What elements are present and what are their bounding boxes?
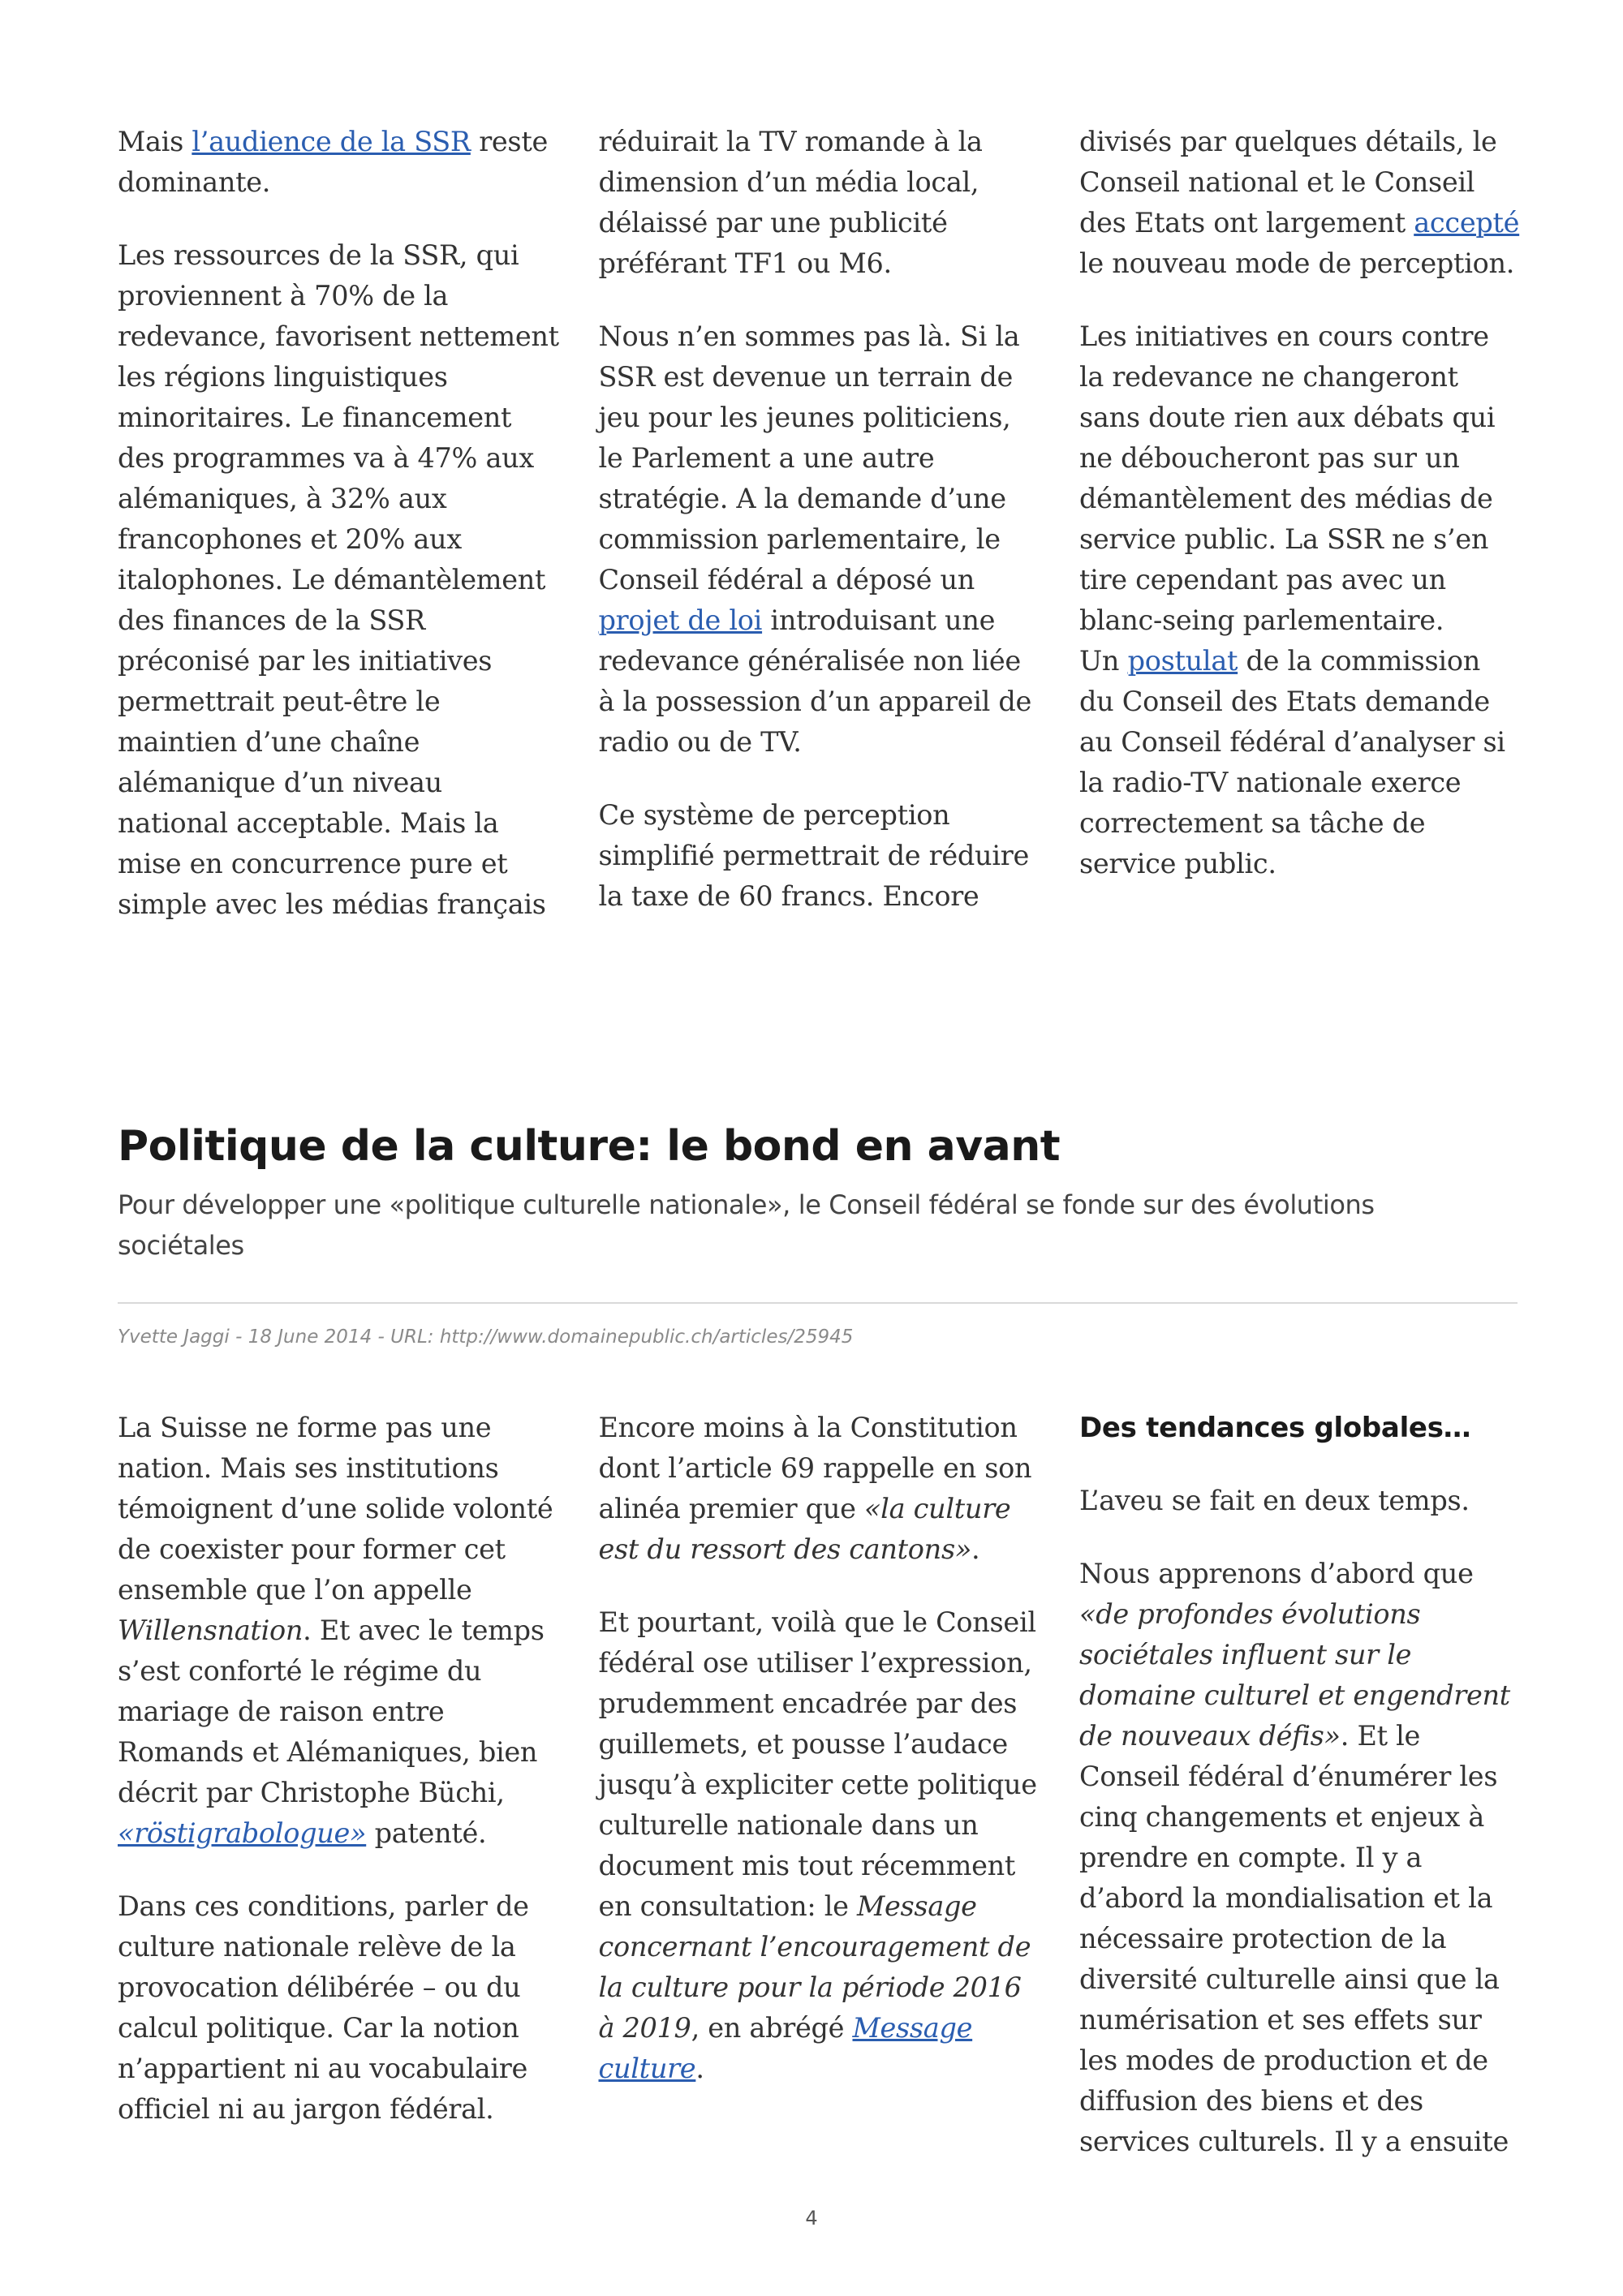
link-audience-ssr[interactable]: l’audience de la SSR: [192, 126, 471, 157]
article-title: Politique de la culture: le bond en avant: [118, 1122, 1061, 1171]
link-rostigrabologue[interactable]: «röstigrabologue»: [118, 1817, 367, 1849]
link-accepte[interactable]: accepté: [1414, 207, 1520, 239]
paragraph: Les ressources de la SSR, qui proviennent à 70% de la redevance, favorisent nettement les régions linguistiques minoritaires. Le financement des programmes va à 47% aux alémaniques, à 32% aux francophones et 20% aux italophones. Le démantèlement des finances de la SSR préconisé par les initiatives permettrait peut-être le maintien d’une chaîne alémanique d’un niveau national acceptable. Mais la mise en concurrence pure et simple avec les médias français: [118, 239, 559, 920]
paragraph: Nous apprenons d’abord que «de profondes évolutions sociétales influent sur le domaine culturel et engendrent de nouveaux défis». Et le Conseil fédéral d’énumérer les cinq changements et enjeux à prendre en compte. Il y a d’abord la mondialisation et la nécessaire protection de la diversité culturelle ainsi que la numérisation et ses effets sur les modes de production et de diffusion des biens et des services culturels. Il y a ensuite: [1079, 1558, 1510, 2157]
paragraph: Ce système de perception simplifié permettrait de réduire la taxe de 60 francs. Encore: [598, 799, 1029, 912]
paragraph: Et pourtant, voilà que le Conseil fédéral ose utiliser l’expression, prudemment encadrée par des guillemets, et pousse l’audace jusqu’à expliciter cette politique culturelle nationale dans un document mis tout récemment en consultation: le Message concernant l’encouragement de la culture pour la période 2016 à 2019, en abrégé Message culture.: [598, 1606, 1037, 2084]
article-subtitle: Pour développer une «politique culturelle nationale», le Conseil fédéral se fonde sur des évolutions sociétales: [118, 1189, 1375, 1261]
link-message-culture[interactable]: Message culture: [598, 2012, 973, 2084]
article2-columns: [118, 1408, 1522, 2195]
paragraph: Dans ces conditions, parler de culture nationale relève de la provocation délibérée – ou du calcul politique. Car la notion n’appartient ni au vocabulaire officiel ni au jargon fédéral.: [118, 1890, 529, 2125]
section-heading: Des tendances globales…: [1079, 1412, 1471, 1444]
divider: [118, 1302, 1518, 1304]
article1-column-1: [118, 122, 560, 957]
paragraph: La Suisse ne forme pas une nation. Mais ses institutions témoignent d’une solide volonté de coexister pour former cet ensemble que l’on appelle Willensnation. Et avec le temps s’est conforté le régime du mariage de raison entre Romands et Alémaniques, bien décrit par Christophe Büchi, «röstigrabologue» patenté.: [118, 1412, 553, 1849]
paragraph: réduirait la TV romande à la dimension d’un média local, délaissé par une publicité préférant TF1 ou M6.: [598, 126, 983, 279]
link-postulat[interactable]: postulat: [1127, 645, 1238, 677]
paragraph: Encore moins à la Constitution dont l’article 69 rappelle en son alinéa premier que «la culture est du ressort des cantons».: [598, 1412, 1032, 1565]
article-byline: Yvette Jaggi - 18 June 2014 - URL: http://www.domainepublic.ch/articles/25945: [118, 1326, 854, 1348]
article2-column-2: [599, 1408, 1041, 2195]
article1-column-3: [1079, 122, 1522, 957]
paragraph: Un postulat de la commission du Conseil des Etats demande au Conseil fédéral d’analyser si la radio-TV nationale exerce correctement sa tâche de service public.: [1079, 645, 1505, 879]
paragraph: L’aveu se fait en deux temps.: [1079, 1485, 1470, 1516]
page-number: 4: [805, 2207, 818, 2229]
article1-column-2: [599, 122, 1041, 957]
paragraph: Nous n’en sommes pas là. Si la SSR est devenue un terrain de jeu pour les jeunes politiciens, le Parlement a une autre stratégie. A la demande d’une commission parlementaire, le Conseil fédéral a déposé un projet de loi introduisant une redevance généralisée non liée à la possession d’un appareil de radio ou de TV.: [598, 320, 1032, 758]
article2-column-1: [118, 1408, 560, 2195]
article1-columns: [118, 122, 1522, 957]
paragraph: Mais l’audience de la SSR reste dominante.: [118, 126, 549, 198]
link-projet-de-loi[interactable]: projet de loi: [598, 604, 763, 636]
paragraph: divisés par quelques détails, le Conseil national et le Conseil des Etats ont largement accepté le nouveau mode de perception.: [1079, 126, 1520, 279]
article2-column-3: [1079, 1408, 1522, 2195]
paragraph: Les initiatives en cours contre la redevance ne changeront sans doute rien aux débats qui ne déboucheront pas sur un démantèlement des médias de service public. La SSR ne s’en tire cependant pas avec un blanc-seing parlementaire.: [1079, 320, 1496, 636]
